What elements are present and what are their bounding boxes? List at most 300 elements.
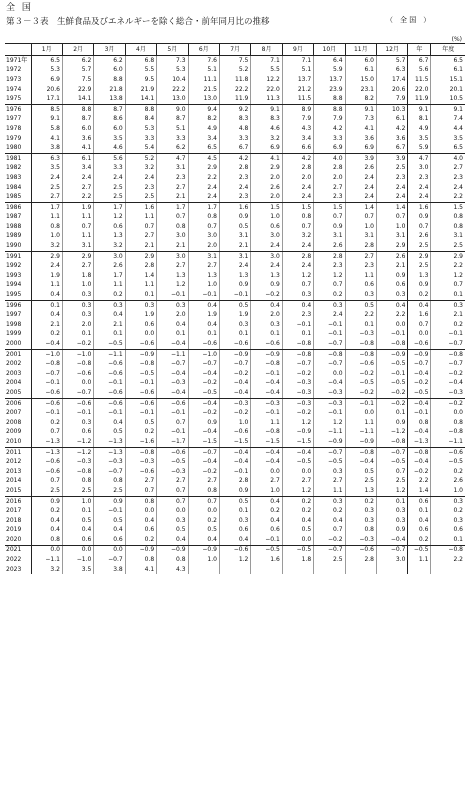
month-value-cell: 0.5 [345,467,376,477]
month-header: 4月 [125,44,156,56]
table-row [5,251,465,261]
month-value-cell: −0.6 [31,388,62,398]
month-value-cell: −1.5 [282,437,313,447]
month-value-cell: 2.5 [125,192,156,202]
month-value-cell: −1.1 [345,428,376,438]
annual-value-cell: 0.6 [408,526,431,536]
month-value-cell: 8.2 [188,115,219,125]
month-value-cell: 1.1 [251,418,282,428]
year-cell: 1977 [6,115,22,123]
month-value-cell [188,565,219,575]
month-value-cell: 0.3 [94,300,125,310]
month-value-cell: 2.4 [282,261,313,271]
month-value-cell: 0.1 [157,330,188,340]
month-value-cell: 6.1 [345,66,376,76]
month-value-cell: 0.2 [282,496,313,506]
year-cell: 1985 [5,192,31,202]
month-value-cell: 2.4 [345,173,376,183]
month-value-cell: 22.2 [157,85,188,95]
month-value-cell: 0.2 [314,290,345,300]
month-value-cell: −0.8 [62,359,93,369]
table-row [5,56,465,66]
month-value-cell: 3.2 [125,164,156,174]
month-value-cell: −0.1 [376,369,407,379]
month-value-cell: 2.7 [62,261,93,271]
month-value-cell: 9.4 [188,104,219,114]
month-value-cell: 8.8 [62,104,93,114]
month-value-cell: 0.2 [282,506,313,516]
month-value-cell: 0.7 [376,467,407,477]
month-value-cell: 4.2 [314,124,345,134]
month-value-cell: 1.1 [62,232,93,242]
month-value-cell: 10.4 [157,75,188,85]
month-value-cell: 0.0 [157,506,188,516]
month-value-cell: 4.6 [94,143,125,153]
month-value-cell: 9.1 [251,104,282,114]
year-cell: 2020 [5,535,31,545]
month-value-cell: −0.2 [219,369,250,379]
year-cell: 1978 [6,124,22,132]
fiscal-value-cell: 3.1 [431,232,465,242]
month-value-cell: −0.1 [251,408,282,418]
year-cell: 2010 [5,437,31,447]
month-value-cell: 0.0 [62,379,93,389]
month-value-cell: 0.4 [94,310,125,320]
month-value-cell: 0.6 [251,222,282,232]
month-value-cell: 0.3 [157,300,188,310]
month-value-cell: −0.4 [219,379,250,389]
month-value-cell: −0.4 [157,369,188,379]
region-paren-label: （ 全 国 ） [386,16,431,24]
fiscal-value-cell: 20.1 [431,85,465,95]
month-value-cell: 0.9 [376,418,407,428]
month-value-cell: 7.1 [282,56,313,66]
month-value-cell: 0.3 [251,320,282,330]
month-header: 12月 [376,44,407,56]
table-row [5,192,465,202]
month-value-cell: 6.7 [219,143,250,153]
month-value-cell: −0.6 [157,447,188,457]
fiscal-value-cell: −0.6 [431,447,465,457]
month-value-cell: −0.1 [314,408,345,418]
month-value-cell: −0.5 [251,545,282,555]
month-value-cell: 1.1 [125,213,156,223]
month-value-cell: 2.8 [345,241,376,251]
month-value-cell: 3.4 [188,134,219,144]
month-value-cell: −0.6 [94,398,125,408]
month-value-cell: 0.8 [188,213,219,223]
month-value-cell: 0.5 [219,496,250,506]
month-value-cell: 6.7 [376,143,407,153]
annual-value-cell: −0.7 [408,359,431,369]
month-value-cell: 0.3 [62,418,93,428]
year-cell: 1986 [6,203,22,211]
month-value-cell: 2.2 [188,173,219,183]
month-value-cell: 0.3 [282,290,313,300]
month-value-cell: 0.0 [376,320,407,330]
month-value-cell: 6.2 [62,56,93,66]
month-value-cell: 7.5 [62,75,93,85]
month-value-cell: 3.0 [157,251,188,261]
month-value-cell: −0.3 [62,457,93,467]
month-value-cell: 1.2 [314,418,345,428]
month-value-cell: 2.7 [157,477,188,487]
month-value-cell: 4.1 [62,143,93,153]
month-value-cell: −0.4 [157,339,188,349]
month-value-cell: 0.4 [94,526,125,536]
month-value-cell: −0.8 [345,447,376,457]
month-value-cell: 6.9 [314,143,345,153]
year-cell: 1976 [6,105,22,113]
month-value-cell: 0.6 [94,222,125,232]
month-value-cell: 2.4 [314,310,345,320]
month-value-cell: 2.2 [62,192,93,202]
month-value-cell: −0.9 [282,428,313,438]
month-value-cell: 4.2 [376,124,407,134]
month-value-cell: 0.3 [62,310,93,320]
month-value-cell: −1.3 [94,447,125,457]
annual-value-cell: −0.1 [408,408,431,418]
month-value-cell: 2.0 [157,310,188,320]
month-value-cell: 4.2 [282,153,313,163]
month-value-cell: 2.2 [345,310,376,320]
month-value-cell: 13.7 [314,75,345,85]
month-value-cell: 20.6 [376,85,407,95]
year-cell: 2011 [6,448,22,456]
month-header: 11月 [345,44,376,56]
month-value-cell: 1.2 [219,555,250,565]
month-value-cell: 1.0 [62,281,93,291]
month-value-cell: 2.9 [376,241,407,251]
month-value-cell: −0.4 [188,457,219,467]
month-value-cell: 0.1 [376,496,407,506]
month-value-cell: 0.3 [345,290,376,300]
annual-value-cell: 0.2 [408,290,431,300]
month-value-cell: 0.7 [125,486,156,496]
fiscal-value-cell: 0.3 [431,496,465,506]
month-value-cell: 3.3 [94,164,125,174]
month-value-cell: −0.1 [219,467,250,477]
month-value-cell: −0.8 [31,359,62,369]
month-value-cell: −1.2 [62,447,93,457]
month-value-cell: −0.4 [188,369,219,379]
fiscal-value-cell: 0.1 [431,535,465,545]
month-value-cell: 0.4 [125,516,156,526]
month-value-cell: −0.7 [314,545,345,555]
fiscal-value-cell: 2.7 [431,164,465,174]
month-value-cell: 5.7 [62,66,93,76]
month-value-cell: 3.3 [314,134,345,144]
month-value-cell: 0.5 [188,526,219,536]
month-value-cell: 0.7 [314,213,345,223]
annual-value-cell: 5.9 [408,143,431,153]
month-value-cell: 0.2 [314,506,345,516]
month-value-cell: 3.4 [62,164,93,174]
fiscal-value-cell: 0.2 [431,506,465,516]
month-value-cell: 2.3 [376,173,407,183]
month-value-cell: 0.4 [282,516,313,526]
annual-value-cell: 1.6 [408,202,431,212]
annual-value-cell: 2.6 [408,232,431,242]
annual-value-cell: 4.7 [408,153,431,163]
month-value-cell: −1.0 [31,349,62,359]
month-value-cell: 0.2 [188,516,219,526]
month-value-cell: −0.8 [376,437,407,447]
month-value-cell: −0.4 [219,457,250,467]
annual-value-cell: −1.3 [408,437,431,447]
month-value-cell: 0.5 [345,300,376,310]
table-row [5,408,465,418]
month-value-cell: −0.7 [314,447,345,457]
month-value-cell: −0.6 [94,388,125,398]
month-value-cell: 0.3 [376,506,407,516]
month-value-cell: 3.0 [376,555,407,565]
month-value-cell: 3.2 [31,241,62,251]
table-row [5,437,465,447]
month-value-cell: −0.6 [125,398,156,408]
month-value-cell: 1.2 [94,213,125,223]
month-value-cell: 0.6 [62,428,93,438]
annual-value-cell: 1.3 [408,271,431,281]
month-value-cell: −0.9 [251,349,282,359]
month-value-cell: 3.0 [94,251,125,261]
month-value-cell: 2.3 [345,261,376,271]
month-value-cell: 1.0 [62,496,93,506]
month-value-cell: −0.1 [251,369,282,379]
table-row [5,359,465,369]
month-value-cell: 11.3 [251,94,282,104]
month-value-cell: 0.2 [345,496,376,506]
month-value-cell: 1.3 [251,271,282,281]
month-value-cell: 2.7 [125,232,156,242]
fiscal-value-cell: 2.6 [431,477,465,487]
month-value-cell: −1.0 [188,349,219,359]
month-value-cell: 0.6 [125,526,156,536]
month-value-cell: −0.4 [251,388,282,398]
month-value-cell: 1.7 [94,271,125,281]
month-value-cell: 21.2 [282,85,313,95]
table-row [5,545,465,555]
month-value-cell: −0.2 [188,408,219,418]
month-value-cell: −0.3 [282,379,313,389]
month-value-cell: −1.0 [62,555,93,565]
fiscal-value-cell: 4.4 [431,124,465,134]
month-value-cell: 6.5 [188,143,219,153]
table-row [5,447,465,457]
year-cell: 1984 [6,183,22,191]
month-value-cell: 0.4 [94,418,125,428]
month-value-cell: −0.1 [94,408,125,418]
annual-value-cell: 0.6 [408,496,431,506]
month-value-cell: −0.2 [188,467,219,477]
month-value-cell: 9.1 [31,115,62,125]
table-row [5,555,465,565]
month-value-cell: 0.8 [125,496,156,506]
month-value-cell: 9.5 [125,75,156,85]
month-value-cell: 0.3 [62,300,93,310]
month-value-cell: 2.1 [157,192,188,202]
month-value-cell: 2.0 [251,173,282,183]
month-value-cell: 0.7 [31,477,62,487]
month-value-cell: 3.1 [219,251,250,261]
month-value-cell: 2.0 [62,320,93,330]
month-value-cell: −0.7 [219,359,250,369]
month-value-cell: 7.9 [282,115,313,125]
month-value-cell: −1.2 [62,437,93,447]
month-value-cell: 0.3 [314,467,345,477]
table-row [5,94,465,104]
month-value-cell: 4.6 [251,124,282,134]
month-value-cell: 2.9 [31,251,62,261]
month-value-cell: 2.1 [94,320,125,330]
month-value-cell: −0.6 [219,339,250,349]
fiscal-value-cell: 1.2 [431,271,465,281]
month-value-cell: 2.6 [94,261,125,271]
month-value-cell: 1.5 [282,202,313,212]
fiscal-value-cell: −0.2 [431,369,465,379]
month-value-cell: 0.9 [188,418,219,428]
table-row [5,290,465,300]
table-row [5,379,465,389]
month-value-cell [219,565,250,575]
month-value-cell: 0.1 [188,330,219,340]
month-value-cell: −0.6 [94,359,125,369]
month-value-cell: 7.9 [376,94,407,104]
table-row [5,418,465,428]
month-value-cell: −0.8 [345,349,376,359]
month-value-cell: 2.0 [314,173,345,183]
table-row [5,143,465,153]
month-value-cell: 2.4 [188,183,219,193]
month-value-cell: 0.3 [314,496,345,506]
month-value-cell: 10.3 [376,104,407,114]
month-value-cell: 0.8 [31,535,62,545]
month-value-cell: 1.6 [251,555,282,565]
month-value-cell: −0.1 [94,506,125,516]
month-value-cell: 0.4 [157,535,188,545]
fiscal-value-cell: −1.1 [431,437,465,447]
month-value-cell: −0.6 [62,398,93,408]
month-value-cell: 13.0 [188,94,219,104]
month-value-cell: 2.8 [282,251,313,261]
month-value-cell: 3.9 [345,153,376,163]
month-value-cell: 0.4 [251,496,282,506]
month-value-cell: 1.5 [251,202,282,212]
table-row [5,457,465,467]
month-value-cell: 3.9 [376,153,407,163]
month-value-cell: 3.6 [376,134,407,144]
month-value-cell: 3.1 [314,232,345,242]
month-value-cell: 0.3 [314,300,345,310]
month-value-cell: 2.4 [376,183,407,193]
month-value-cell: −0.8 [251,428,282,438]
table-row [5,241,465,251]
month-value-cell: −0.8 [345,339,376,349]
annual-value-cell: −0.9 [408,349,431,359]
month-value-cell: 0.2 [125,428,156,438]
month-value-cell: 1.4 [376,202,407,212]
month-value-cell: −0.8 [282,339,313,349]
table-row [5,565,465,575]
fiscal-value-cell: 2.9 [431,251,465,261]
table-body [5,56,465,575]
month-value-cell: 3.6 [345,134,376,144]
month-value-cell: −0.1 [157,428,188,438]
month-value-cell: −0.4 [376,535,407,545]
month-value-cell: 3.3 [125,134,156,144]
month-value-cell: −0.5 [94,339,125,349]
month-value-cell: −0.5 [345,379,376,389]
month-value-cell: 1.1 [94,281,125,291]
month-value-cell: 0.5 [94,516,125,526]
month-value-cell: 1.0 [31,232,62,242]
month-value-cell: 0.1 [219,330,250,340]
month-value-cell: −0.7 [94,467,125,477]
month-value-cell: 1.4 [345,202,376,212]
month-value-cell: −0.1 [157,408,188,418]
annual-value-cell: 0.9 [408,281,431,291]
month-value-cell: 0.9 [219,486,250,496]
table-row [5,104,465,114]
annual-value-cell: 2.2 [408,477,431,487]
year-cell: 1980 [5,143,31,153]
month-value-cell: 2.5 [94,192,125,202]
fiscal-value-cell: 2.2 [431,192,465,202]
month-value-cell: −0.3 [94,457,125,467]
table-row [5,134,465,144]
month-value-cell: 2.8 [125,261,156,271]
month-value-cell: 4.1 [31,134,62,144]
month-value-cell: 0.7 [157,418,188,428]
month-value-cell: 1.9 [125,310,156,320]
month-value-cell: 1.1 [31,281,62,291]
month-value-cell: 2.5 [62,486,93,496]
month-value-cell: 2.7 [345,251,376,261]
month-value-cell: 2.8 [219,477,250,487]
month-value-cell: 2.5 [345,477,376,487]
month-value-cell: 8.2 [345,94,376,104]
year-cell: 2022 [6,556,22,564]
month-value-cell: 4.7 [157,153,188,163]
month-value-cell: 0.0 [282,467,313,477]
month-value-cell: −0.1 [314,320,345,330]
month-value-cell: 0.7 [157,213,188,223]
month-value-cell: 0.4 [31,290,62,300]
month-value-cell: 11.5 [282,94,313,104]
month-value-cell: 6.0 [62,124,93,134]
month-value-cell: 1.2 [282,271,313,281]
month-value-cell: 0.7 [345,213,376,223]
month-value-cell: 2.4 [251,261,282,271]
table-row [5,164,465,174]
month-value-cell: −0.3 [345,535,376,545]
month-value-cell: 2.7 [62,183,93,193]
month-header: 9月 [282,44,313,56]
month-value-cell: 12.2 [251,75,282,85]
month-value-cell: 0.3 [345,506,376,516]
month-value-cell [314,565,345,575]
month-value-cell: 2.7 [314,183,345,193]
year-cell: 1971年 [6,56,28,64]
month-value-cell: 5.1 [188,66,219,76]
month-value-cell: −0.8 [314,349,345,359]
month-value-cell: 0.3 [376,290,407,300]
month-value-cell: −1.3 [94,437,125,447]
annual-value-cell: 2.9 [408,251,431,261]
month-value-cell: −0.1 [125,379,156,389]
month-value-cell: 14.1 [125,94,156,104]
month-value-cell: 0.1 [62,330,93,340]
